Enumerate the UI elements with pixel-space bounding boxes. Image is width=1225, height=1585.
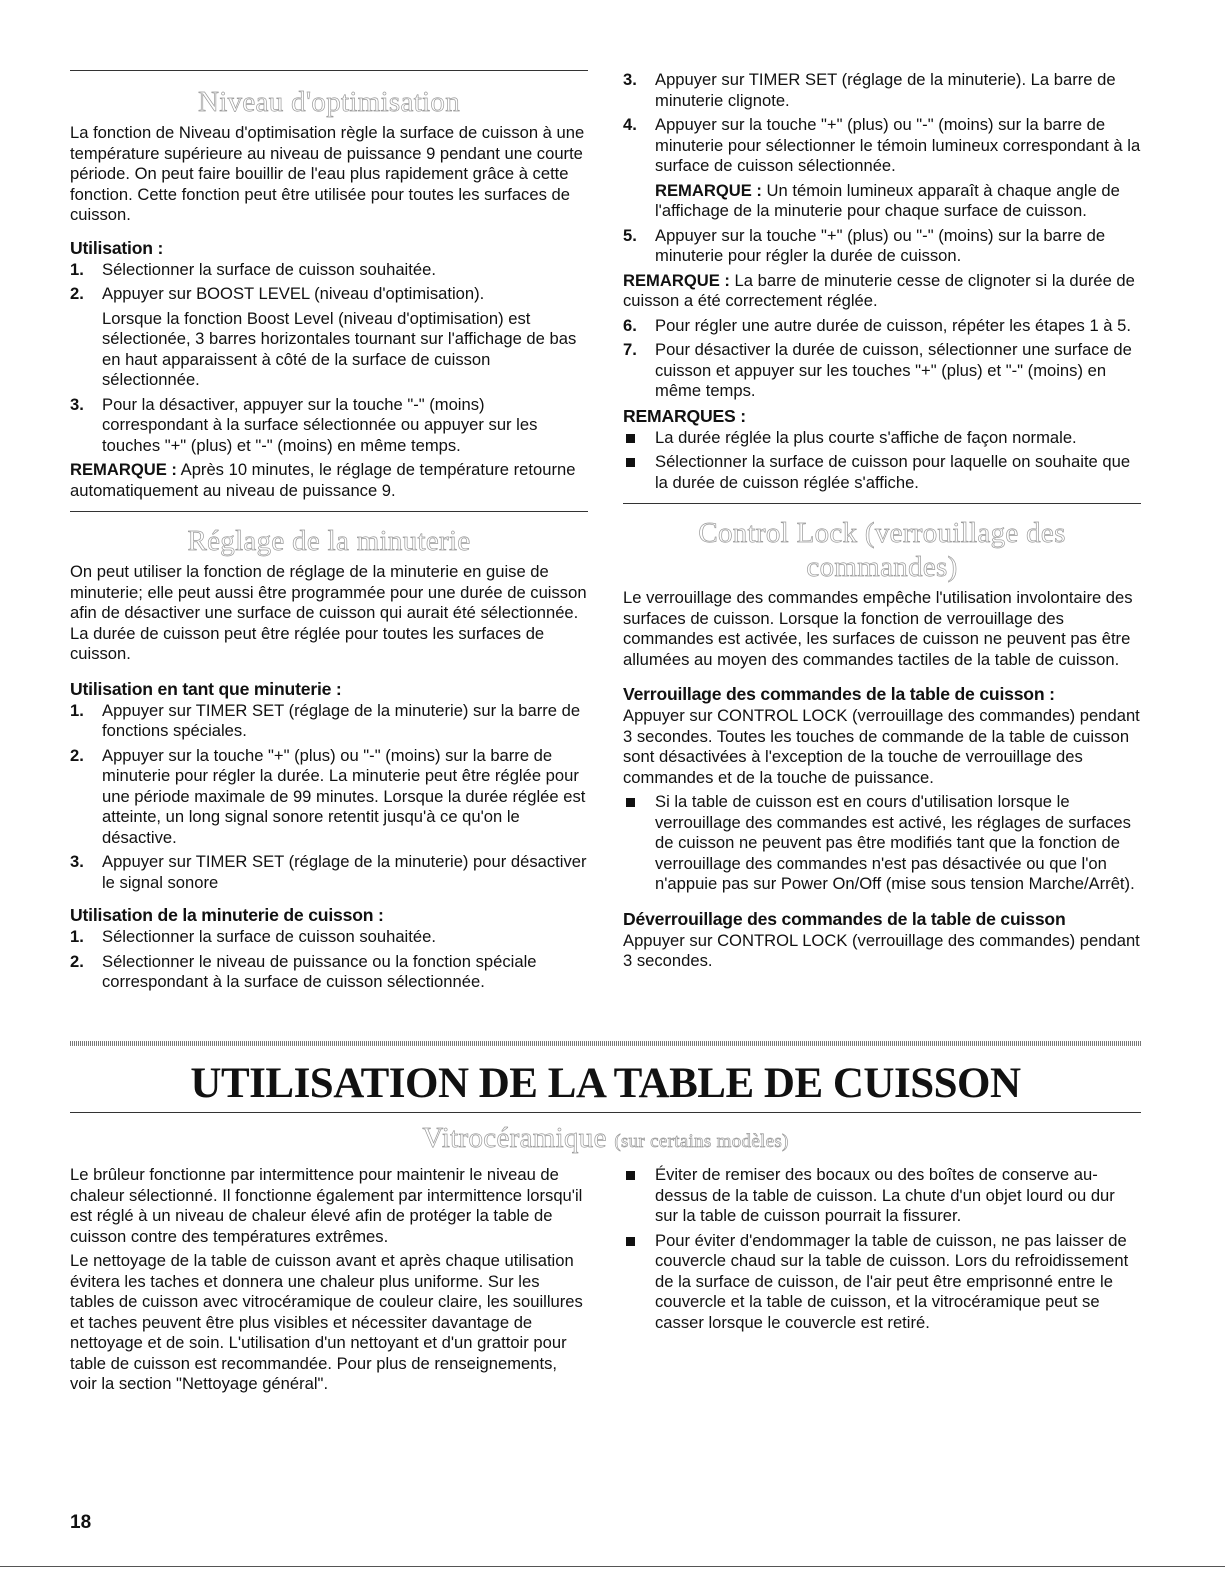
control-lock-intro: Le verrouillage des commandes empêche l'utilisation involontaire des surfaces de cuisson. Lorsque la fonction de verrouillage des commandes est activée, les surfaces de cuisson ne peuvent pas être allumées au moyen des commandes tactiles de la table de cuisson. — [623, 588, 1133, 669]
bullet-icon — [626, 434, 635, 443]
right-column — [623, 70, 1141, 976]
section-rule — [70, 511, 588, 512]
left-column — [70, 70, 588, 997]
main-title: UTILISATION DE LA TABLE DE CUISSON — [190, 1060, 1021, 1107]
list-item: La durée réglée la plus courte s'affiche de façon normale. — [623, 428, 1141, 449]
bottom-rule — [0, 1566, 1225, 1567]
list-item: 3. Pour la désactiver, appuyer sur la touche "-" (moins) correspondant à la surface sélectionnée ou appuyer sur les touches "+" (plus) et "-" (moins) en même temps. — [70, 394, 538, 455]
niveau-utilisation-heading: Utilisation : — [70, 237, 164, 258]
vitro-p2: Le nettoyage de la table de cuisson avant et après chaque utilisation évitera les taches et donnera une chaleur plus uniforme. Sur les tables de cuisson avec vitrocéramique de couleur claire, les souillures et taches peuvent être plus visibles et nécessiter davantage de nettoyage et de soin. L'utilisation d'un nettoyant et d'un grattoir pour table de cuisson est recommandée. Pour plus de renseignements, voir la section "Nettoyage général". — [70, 1251, 583, 1393]
step-note: Lorsque la fonction Boost Level (niveau d'optimisation) est sélectionée, 3 barres horizontales tournant sur l'affichage de bas en haut apparaissent à côté de la surface de cuisson sélectionnée. — [102, 308, 577, 389]
control-lock-text-1: Appuyer sur CONTROL LOCK (verrouillage des commandes) pendant 3 secondes. Toutes les touches de commande de la table de cuisson sont désactivées à l'exception de la touche de verrouillage des commandes et de la touche de puissance. — [623, 706, 1140, 787]
vitro-right-column — [623, 1165, 1141, 1337]
list-item: 1. Sélectionner la surface de cuisson souhaitée. — [70, 927, 436, 946]
minuterie-title: Réglage de la minuterie — [187, 525, 471, 557]
list-item: Éviter de remiser des bocaux ou des boîtes de conserve au-dessus de la table de cuisson. La chute d'un objet lourd ou dur sur la table de cuisson pourrait la fissurer. — [623, 1165, 1141, 1227]
bullet-icon — [626, 458, 635, 467]
step-note: REMARQUE : Un témoin lumineux apparaît à chaque angle de l'affichage de la minuterie pour chaque surface de cuisson. — [655, 180, 1120, 220]
list-item: Si la table de cuisson est en cours d'utilisation lorsque le verrouillage des commandes est activé, les réglages de surfaces de cuisson ne peuvent pas être modifiés tant que la fonction de verrouillage des commandes n'est pas désactivée ou que l'on n'appuie pas sur Power On/Off (mise sous tension Marche/Arrêt). — [623, 792, 1141, 895]
section-rule — [70, 1112, 1141, 1113]
list-item: 1. Sélectionner la surface de cuisson souhaitée. — [70, 259, 436, 279]
minuterie-remarque: REMARQUE : La barre de minuterie cesse de clignoter si la durée de cuisson a été correctement réglée. — [623, 270, 1135, 310]
niveau-intro: La fonction de Niveau d'optimisation règle la surface de cuisson à une température supérieure au niveau de puissance 9 pendant une courte période. On peut faire bouillir de l'eau plus rapidement grâce à cette fonction. Cette fonction peut être utilisée pour toutes les surfaces de cuisson. — [70, 123, 585, 224]
vitro-p1: Le brûleur fonctionne par intermittence pour maintenir le niveau de chaleur sélectionné. Il fonctionne également par intermittence lorsqu'il est réglé à un niveau de chaleur élevé afin de protéger la table de cuisson contre des températures extrêmes. — [70, 1165, 583, 1246]
remarques-list — [623, 428, 1141, 494]
list-item: 4. Appuyer sur la touche "+" (plus) ou "-" (moins) sur la barre de minuterie pour sélectionner le témoin lumineux correspondant à la surface de cuisson sélectionnée. REMARQUE : Un témoin lumineux apparaît à chaque angle de l'affichage de la minuterie pour chaque surface de cuisson. — [623, 115, 1141, 220]
bullet-icon — [626, 798, 635, 807]
section-rule — [70, 70, 588, 71]
control-lock-title: Control Lock (verrouillage des commandes) — [698, 517, 1066, 583]
control-lock-bullets — [623, 792, 1141, 895]
control-lock-text-2: Appuyer sur CONTROL LOCK (verrouillage des commandes) pendant 3 secondes. — [623, 930, 1140, 970]
page-number: 18 — [70, 1512, 92, 1533]
list-item: Sélectionner la surface de cuisson pour laquelle on souhaite que la durée de cuisson réglée s'affiche. — [623, 452, 1141, 493]
vitro-title-row — [70, 1112, 1141, 1163]
list-item: 7. Pour désactiver la durée de cuisson, sélectionner une surface de cuisson et appuyer sur les touches "+" (plus) et "-" (moins) en même temps. — [623, 340, 1132, 400]
minuterie-steps-1 — [70, 701, 588, 894]
minuterie-steps-2a — [70, 927, 588, 993]
vitro-title: Vitrocéramique (sur certains modèles) — [422, 1122, 789, 1154]
vitro-bullets — [623, 1165, 1141, 1333]
list-item: 2. Appuyer sur BOOST LEVEL (niveau d'optimisation). Lorsque la fonction Boost Level (niveau d'optimisation) est sélectionée, 3 barres horizontales tournant sur l'affichage de bas en haut apparaissent à côté de la surface de cuisson sélectionnée. — [70, 284, 588, 391]
remarques-heading: REMARQUES : — [623, 405, 746, 426]
minuterie-steps-3 — [623, 316, 1141, 402]
list-item: 2. Sélectionner le niveau de puissance ou la fonction spéciale correspondant à la surface de cuisson sélectionnée. — [70, 951, 537, 991]
bullet-icon — [626, 1237, 635, 1246]
niveau-steps — [70, 260, 588, 457]
minuterie-steps-2b — [623, 70, 1141, 267]
minuterie-heading-2: Utilisation de la minuterie de cuisson : — [70, 905, 384, 925]
list-item: Pour éviter d'endommager la table de cuisson, ne pas laisser de couvercle chaud sur la table de cuisson. Lors du refroidissement de la surface de cuisson, de l'air peut être emprisonné entre le couvercle et la table de cuisson, et la vitrocéramique peut se casser lorsque le couvercle est retiré. — [623, 1231, 1141, 1334]
hatch-divider — [70, 1041, 1141, 1046]
list-item: 5. Appuyer sur la touche "+" (plus) ou "-" (moins) sur la barre de minuterie pour régler la durée de cuisson. — [623, 225, 1106, 265]
niveau-title: Niveau d'optimisation — [197, 86, 461, 118]
control-lock-heading-2: Déverrouillage des commandes de la table de cuisson — [623, 908, 1066, 929]
bullet-icon — [626, 1171, 635, 1180]
niveau-remarque: REMARQUE : Après 10 minutes, le réglage de température retourne automatiquement au niveau de puissance 9. — [70, 460, 576, 500]
minuterie-intro: On peut utiliser la fonction de réglage de la minuterie en guise de minuterie; elle peut aussi être programmée pour une durée de cuisson afin de désactiver une surface de cuisson qui aurait été sélectionnée. La durée de cuisson peut être réglée pour toutes les surfaces de cuisson. — [70, 562, 587, 663]
list-item: 1. Appuyer sur TIMER SET (réglage de la minuterie) sur la barre de fonctions spéciales. — [70, 700, 581, 740]
control-lock-heading-1: Verrouillage des commandes de la table de cuisson : — [623, 684, 1055, 704]
list-item: 3. Appuyer sur TIMER SET (réglage de la minuterie). La barre de minuterie clignote. — [623, 70, 1116, 110]
minuterie-heading-1: Utilisation en tant que minuterie : — [70, 678, 342, 699]
list-item: 2. Appuyer sur la touche "+" (plus) ou "-" (moins) sur la barre de minuterie pour régler la durée. La minuterie peut être réglée pour une période maximale de 99 minutes. Lorsque la durée réglée est atteinte, un long signal sonore retentit jusqu'à ce qu'on le désactive. — [70, 745, 586, 847]
list-item: 6. Pour régler une autre durée de cuisson, répéter les étapes 1 à 5. — [623, 315, 1131, 335]
section-rule — [623, 503, 1141, 504]
list-item: 3. Appuyer sur TIMER SET (réglage de la minuterie) pour désactiver le signal sonore — [70, 852, 587, 892]
